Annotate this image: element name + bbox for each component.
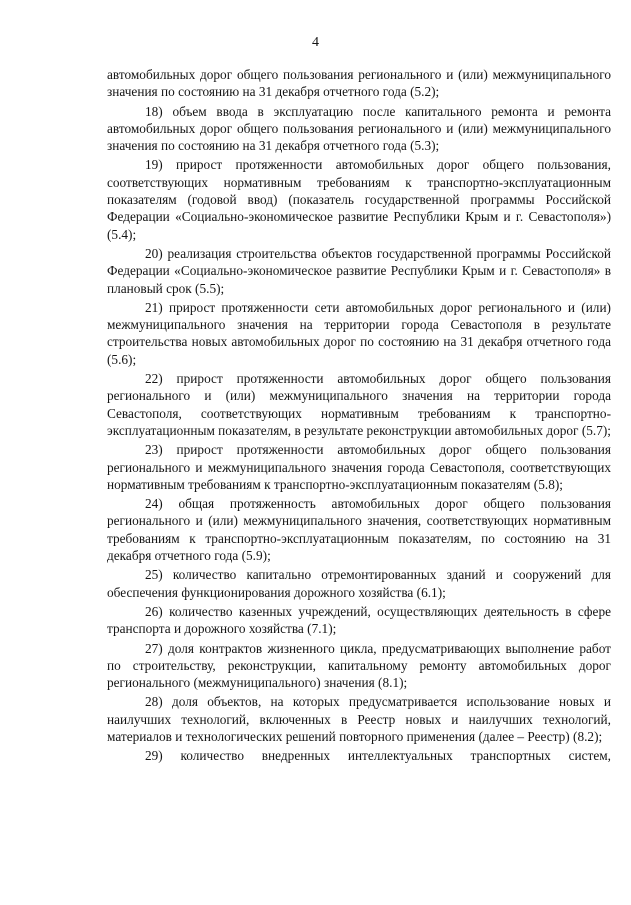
paragraph-item-28: 28) доля объектов, на которых предусматривается использование новых и наилучших технологий, включенных в Реестр новых и наилучших технологий, материалов и технологических решений повторного применения (далее – Реестр) (8.2); — [107, 694, 611, 744]
paragraph-item-27: 27) доля контрактов жизненного цикла, предусматривающих выполнение работ по строительству, реконструкции, капитальному ремонту автомобильных дорог регионального (межмуниципального) значения (8.1); — [107, 640, 611, 691]
paragraph-item-26: 26) количество казенных учреждений, осуществляющих деятельность в сфере транспорта и дорожного хозяйства (7.1); — [107, 603, 611, 637]
paragraph-item-21: 21) прирост протяженности сети автомобильных дорог регионального и (или) межмуниципального значения на территории города Севастополя в результате строительства новых автомобильных дорог по состоянию на 31 декабря отчетного года (5.6); — [107, 299, 611, 367]
paragraph-item-23: 23) прирост протяженности автомобильных дорог общего пользования регионального и межмуниципального значения города Севастополя, соответствующих нормативным требованиям к транспортно-эксплуатационным показателям (5.8); — [107, 442, 611, 492]
page-number: 4 — [312, 35, 319, 50]
paragraph-item-18: 18) объем ввода в эксплуатацию после капитального ремонта и ремонта автомобильных дорог общего пользования регионального и (или) межмуниципального значения по состоянию на 31 декабря отчетного года (5.3); — [107, 103, 611, 154]
paragraph-continuation: автомобильных дорог общего пользования регионального и (или) межмуниципального значения по состоянию на 31 декабря отчетного года (5.2); — [107, 67, 611, 100]
paragraph-item-24: 24) общая протяженность автомобильных дорог общего пользования регионального и (или) межмуниципального значения, соответствующих нормативным требованиям к транспортно-эксплуатационным показателям, по состоянию на 31 декабря отчетного года (5.9); — [107, 496, 611, 564]
paragraph-item-22: 22) прирост протяженности автомобильных дорог общего пользования регионального и (или) межмуниципального значения на территории города Севастополя, соответствующих нормативным требованиям к транспортно-эксплуатационным показателям, в результате реконструкции автомобильных дорог (5.7); — [107, 371, 611, 438]
paragraph-item-29: 29) количество внедренных интеллектуальных транспортных систем, — [145, 748, 611, 764]
paragraph-item-19: 19) прирост протяженности автомобильных дорог общего пользования, соответствующих нормативным требованиям к транспортно-эксплуатационным показателям (годовой ввод) (показатель государственной программы Российской Федерации «Социально-экономическое развитие Республики Крым и г. Севастополя») (5.4); — [107, 157, 611, 242]
paragraph-item-20: 20) реализация строительства объектов государственной программы Российской Федерации «Социально-экономическое развитие Республики Крым и г. Севастополя» в плановый срок (5.5); — [107, 245, 611, 296]
paragraph-item-25: 25) количество капитально отремонтированных зданий и сооружений для обеспечения функционирования дорожного хозяйства (6.1); — [107, 567, 611, 600]
document-body — [107, 66, 611, 767]
